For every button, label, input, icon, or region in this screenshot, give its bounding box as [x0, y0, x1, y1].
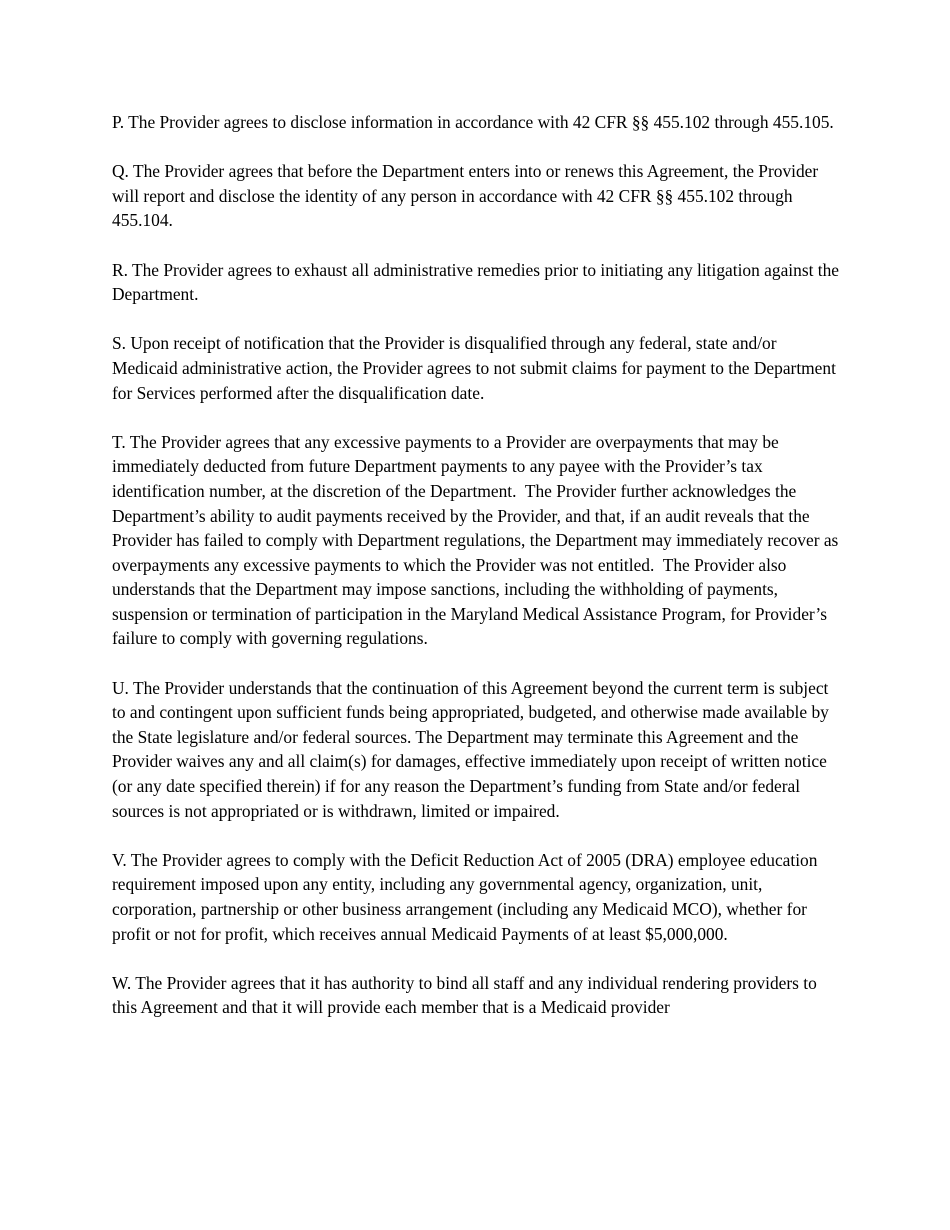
paragraph-w: W. The Provider agrees that it has authority to bind all staff and any individual rendering providers to this Agreement and that it will provide each member that is a Medicaid provider	[112, 972, 822, 1018]
paragraph-q: Q. The Provider agrees that before the Department enters into or renews this Agreement, the Provider will report and disclose the identity of any person in accordance with 42 CFR §§ 455.102 through 455.104.	[112, 161, 823, 231]
document-body	[112, 110, 844, 1045]
paragraph-v: V. The Provider agrees to comply with the Deficit Reduction Act of 2005 (DRA) employee education requirement imposed upon any entity, including any governmental agency, organization, unit, corporation, partnership or other business arrangement (including any Medicaid MCO), whether for profit or not for profit, which receives annual Medicaid Payments of at least $5,000,000.	[112, 849, 822, 944]
paragraph-t: T. The Provider agrees that any excessive payments to a Provider are overpayments that may be immediately deducted from future Department payments to any payee with the Provider’s tax identification number, at the discretion of the Department. The Provider further acknowledges the Department’s ability to audit payments received by the Provider, and that, if an audit reveals that the Provider has failed to comply with Department regulations, the Department may immediately recover as overpayments any excessive payments to which the Provider was not entitled. The Provider also understands that the Department may impose sanctions, including the withholding of payments, suspension or termination of participation in the Maryland Medical Assistance Program, for Provider’s failure to comply with governing regulations.	[112, 431, 843, 649]
paragraph-u: U. The Provider understands that the continuation of this Agreement beyond the current term is subject to and contingent upon sufficient funds being appropriated, budgeted, and otherwise made available by the State legislature and/or federal sources. The Department may terminate this Agreement and the Provider waives any and all claim(s) for damages, effective immediately upon receipt of written notice (or any date specified therein) if for any reason the Department’s funding from State and/or federal sources is not appropriated or is withdrawn, limited or impaired.	[112, 677, 834, 821]
paragraph-s: S. Upon receipt of notification that the Provider is disqualified through any federal, state and/or Medicaid administrative action, the Provider agrees to not submit claims for payment to the Department for Services performed after the disqualification date.	[112, 333, 841, 403]
paragraph-p: P. The Provider agrees to disclose information in accordance with 42 CFR §§ 455.102 through 455.105.	[112, 112, 834, 132]
paragraph-r: R. The Provider agrees to exhaust all administrative remedies prior to initiating any litigation against the Department.	[112, 259, 844, 305]
